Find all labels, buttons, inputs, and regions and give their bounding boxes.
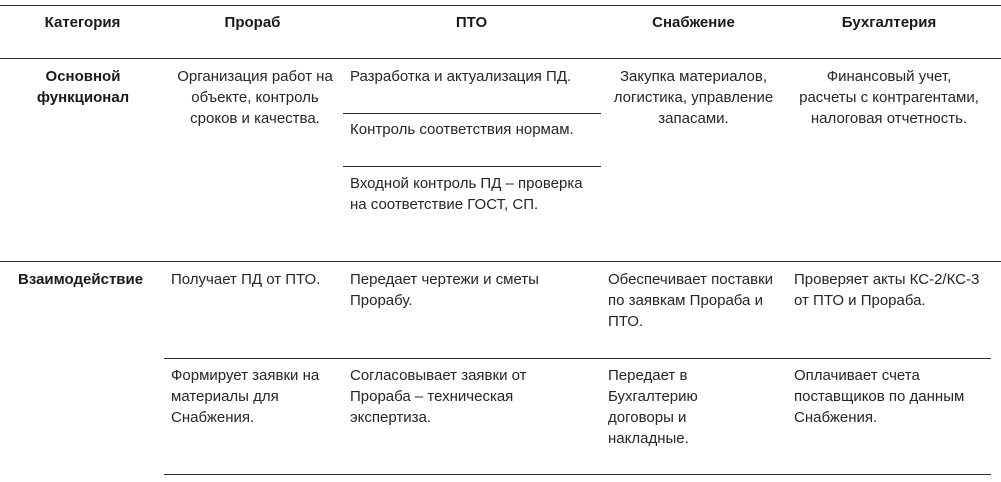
row-main-pto-1: Разработка и актуализация ПД. bbox=[350, 68, 572, 85]
row-interaction-foreman-1: Получает ПД от ПТО. bbox=[171, 271, 321, 288]
header-accounting: Бухгалтерия bbox=[841, 14, 937, 31]
row-interaction-supply-2: Передает в Бухгалтерию договоры и накладные. bbox=[608, 367, 698, 447]
row-interaction-foreman-2: Формирует заявки на материалы для Снабжения. bbox=[171, 367, 320, 426]
table-top-border bbox=[0, 5, 1001, 6]
interaction-subrow-divider bbox=[164, 358, 991, 359]
row-main-foreman: Организация работ на объекте, контроль сроков и качества. bbox=[177, 68, 333, 127]
row-interaction-category: Взаимодействие bbox=[18, 271, 144, 288]
header-pto: ПТО bbox=[455, 14, 488, 31]
header-supply: Снабжение bbox=[652, 14, 735, 31]
row-main-pto-2: Контроль соответствия нормам. bbox=[350, 121, 574, 138]
row-main-supply: Закупка материалов, логистика, управление запасами. bbox=[613, 68, 774, 127]
header-bottom-border bbox=[0, 58, 1001, 59]
row-main-accounting: Финансовый учет, расчеты с контрагентами, налоговая отчетность. bbox=[799, 68, 979, 127]
row-interaction-accounting-1: Проверяет акты КС-2/КС-3 от ПТО и Прораба. bbox=[794, 271, 980, 309]
row-interaction-accounting-2: Оплачивает счета поставщиков по данным Снабжения. bbox=[794, 367, 965, 426]
row-main-category: Основной функционал bbox=[36, 68, 130, 106]
row-main-pto-3: Входной контроль ПД – проверка на соответствие ГОСТ, СП. bbox=[350, 175, 583, 213]
pto-subrow-divider-1 bbox=[343, 113, 601, 114]
header-category: Категория bbox=[44, 14, 121, 31]
row-interaction-pto-2: Согласовывает заявки от Прораба – техническая экспертиза. bbox=[350, 367, 527, 426]
row-main-bottom-border bbox=[0, 261, 1001, 262]
row-interaction-supply-1: Обеспечивает поставки по заявкам Прораба и ПТО. bbox=[608, 271, 774, 330]
table-bottom-border bbox=[164, 474, 991, 475]
row-interaction-pto-1: Передает чертежи и сметы Прорабу. bbox=[350, 271, 539, 309]
header-foreman: Прораб bbox=[224, 14, 281, 31]
pto-subrow-divider-2 bbox=[343, 166, 601, 167]
